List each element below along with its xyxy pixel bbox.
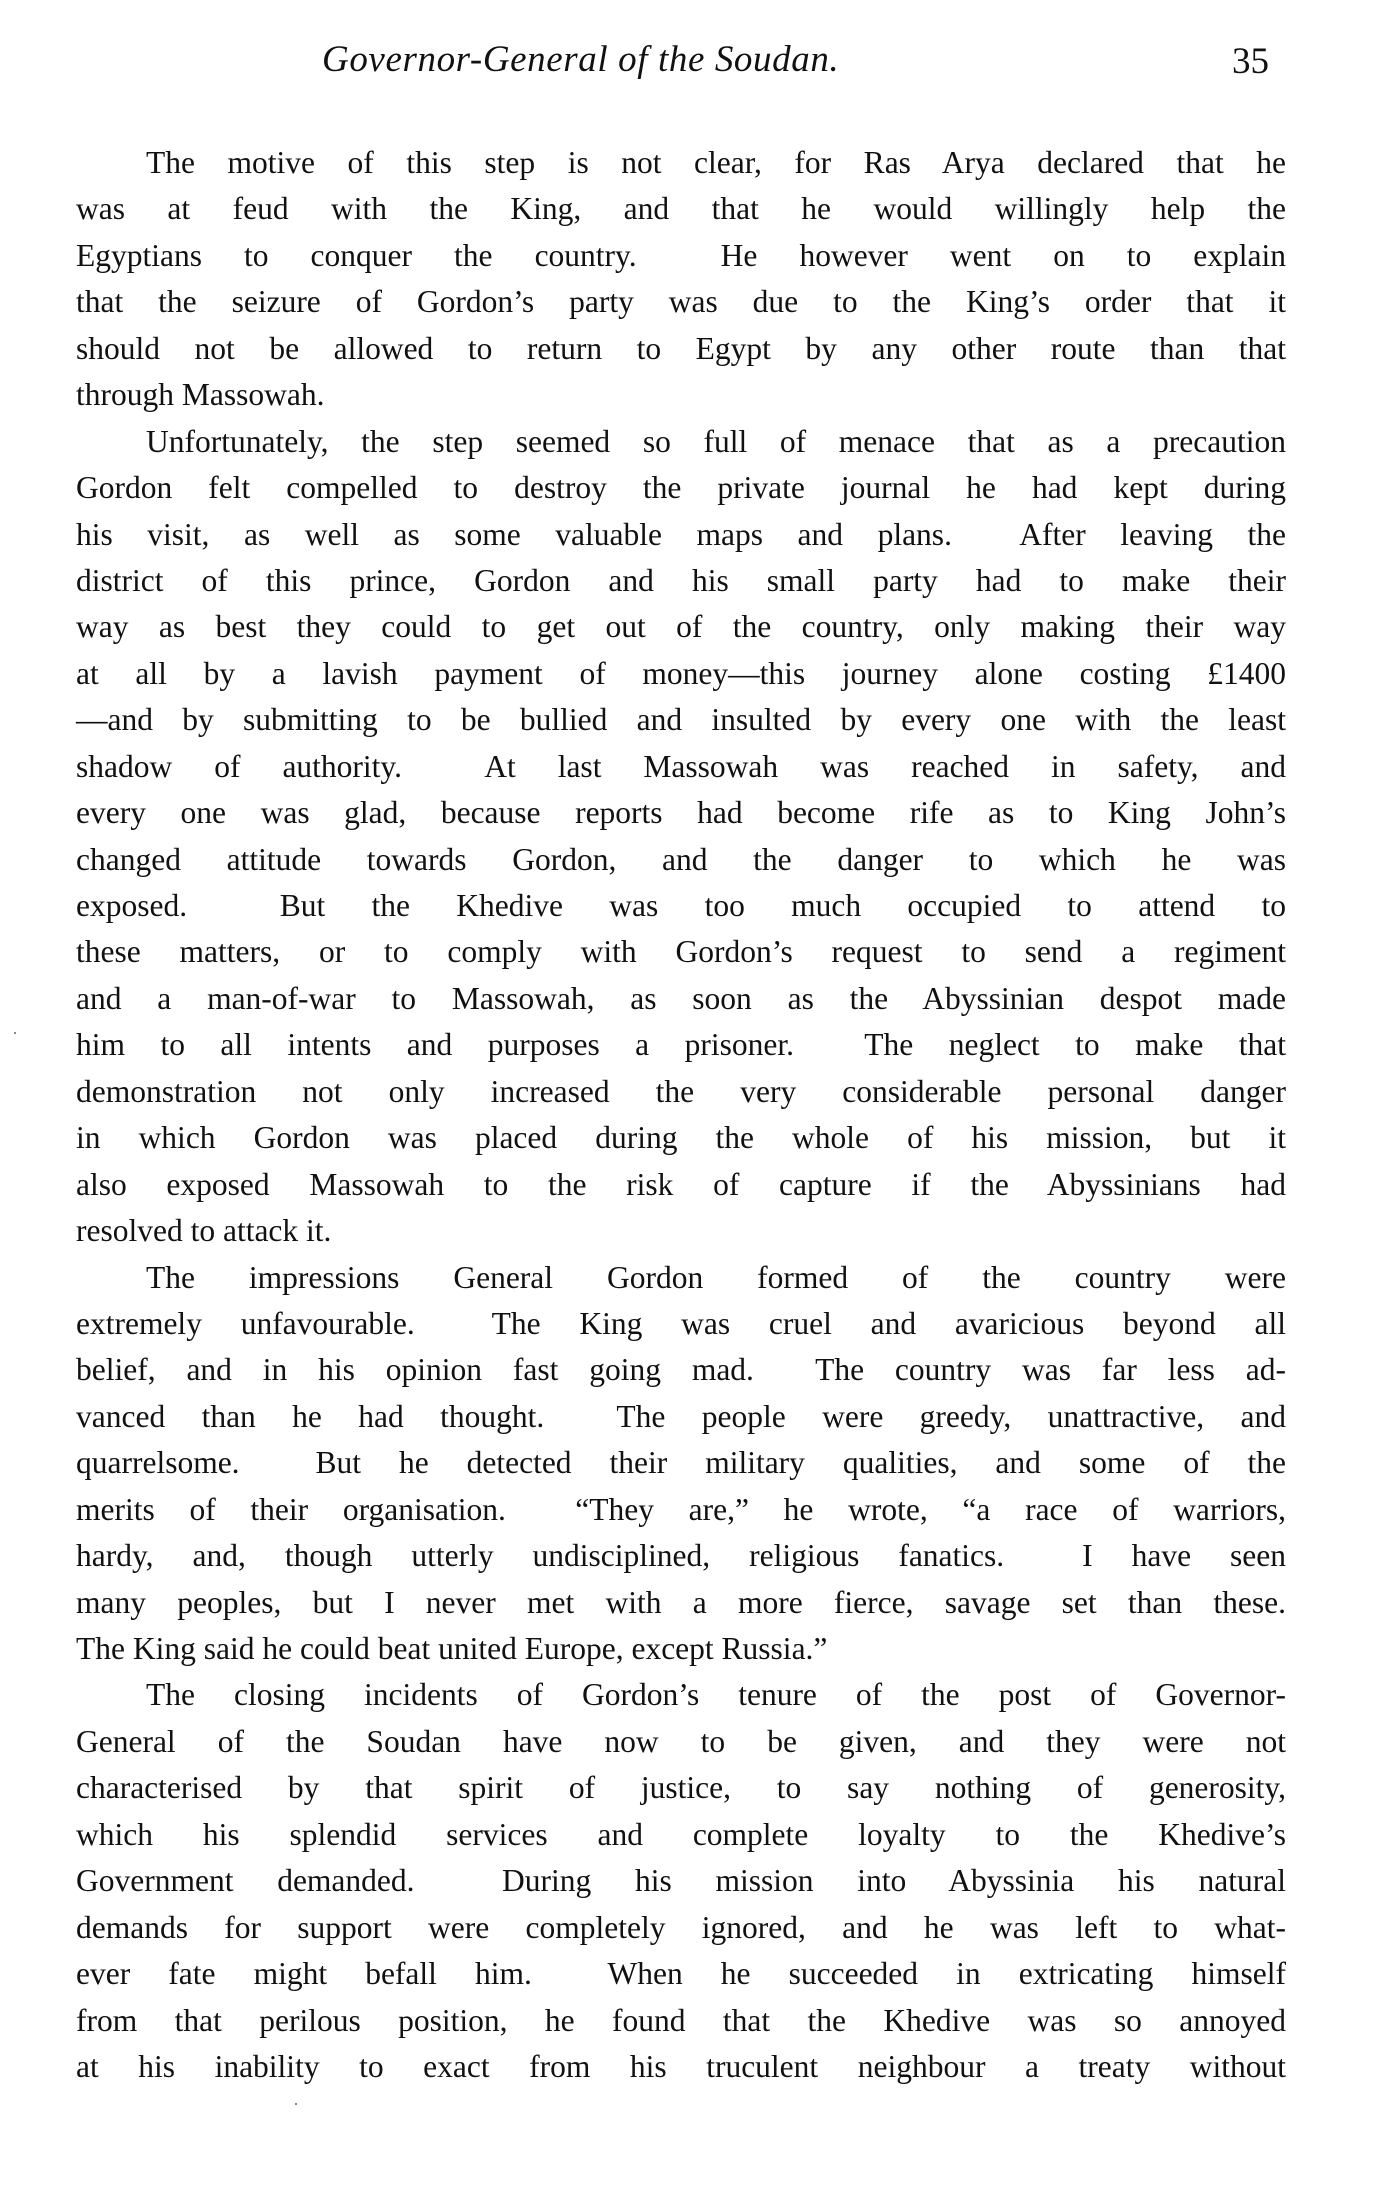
text-line: belief, and in his opinion fast going mad. The country was far less ad- [76, 1352, 1286, 1388]
text-line: General of the Soudan have now to be given, and they were not [76, 1723, 1286, 1759]
text-line: which his splendid services and complete loyalty to the Khedive’s [76, 1816, 1286, 1852]
scan-speck [14, 1032, 16, 1034]
page-number: 35 [1232, 41, 1269, 82]
paragraph-2 [76, 419, 1286, 1255]
text-line: exposed. But the Khedive was too much occupied to attend to [76, 888, 1286, 923]
text-line: The closing incidents of Gordon’s tenure of the post of Governor- [146, 1677, 1286, 1713]
text-line: changed attitude towards Gordon, and the danger to which he was [76, 841, 1286, 877]
text-line: hardy, and, though utterly undisciplined, religious fanatics. I have seen [76, 1538, 1286, 1574]
text-line: shadow of authority. At last Massowah was reached in safety, and [76, 748, 1286, 784]
text-line: was at feud with the King, and that he would willingly help the [76, 191, 1286, 227]
paragraph-1 [76, 140, 1286, 419]
text-line: that the seizure of Gordon’s party was due to the King’s order that it [76, 284, 1286, 320]
text-line: extremely unfavourable. The King was cruel and avaricious beyond all [76, 1305, 1286, 1341]
paragraph-4 [76, 1672, 1286, 2090]
text-line: The motive of this step is not clear, for Ras Arya declared that he [146, 145, 1286, 180]
text-line: in which Gordon was placed during the whole of his mission, but it [76, 1120, 1286, 1156]
text-line: demonstration not only increased the very considerable personal danger [76, 1073, 1286, 1109]
text-line: Government demanded. During his mission into Abyssinia his natural [76, 1863, 1286, 1899]
text-line: and a man-of-war to Massowah, as soon as the Abyssinian despot made [76, 980, 1286, 1016]
text-line: from that perilous position, he found that the Khedive was so annoyed [76, 2002, 1286, 2038]
text-line: Gordon felt compelled to destroy the private journal he had kept during [76, 470, 1286, 506]
text-line: every one was glad, because reports had become rife as to King John’s [76, 795, 1286, 831]
text-line: at all by a lavish payment of money—this journey alone costing £1400 [76, 655, 1286, 691]
text-line: district of this prince, Gordon and his small party had to make their [76, 562, 1286, 598]
text-line: through Massowah. [76, 377, 325, 413]
text-line: The impressions General Gordon formed of the country were [146, 1259, 1286, 1295]
text-line: quarrelsome. But he detected their military qualities, and some of the [76, 1445, 1286, 1481]
text-line: ever fate might befall him. When he succeeded in extricating himself [76, 1956, 1286, 1992]
text-line: his visit, as well as some valuable maps and plans. After leaving the [76, 516, 1286, 552]
text-line: him to all intents and purposes a prisoner. The neglect to make that [76, 1027, 1286, 1063]
running-head [0, 38, 1395, 98]
text-line: The King said he could beat united Europe, except Russia.” [76, 1631, 828, 1666]
text-line: these matters, or to comply with Gordon’s request to send a regiment [76, 934, 1286, 970]
text-line: Unfortunately, the step seemed so full of menace that as a precaution [146, 423, 1286, 459]
text-line: many peoples, but I never met with a more fierce, savage set than these. [76, 1584, 1286, 1620]
running-title: Governor-General of the Soudan. [322, 39, 840, 80]
text-line: demands for support were completely ignored, and he was left to what- [76, 1909, 1286, 1945]
paragraph-3 [76, 1255, 1286, 1673]
text-line: characterised by that spirit of justice, to say nothing of generosity, [76, 1770, 1286, 1806]
text-line: —and by submitting to be bullied and insulted by every one with the least [76, 702, 1286, 738]
text-line: also exposed Massowah to the risk of capture if the Abyssinians had [76, 1166, 1286, 1202]
body-text [76, 140, 1286, 2090]
scan-speck [295, 2103, 297, 2105]
text-line: merits of their organisation. “They are,” he wrote, “a race of warriors, [76, 1491, 1286, 1527]
text-line: resolved to attack it. [76, 1213, 332, 1249]
text-line: should not be allowed to return to Egypt by any other route than that [76, 330, 1286, 366]
text-line: vanced than he had thought. The people were greedy, unattractive, and [76, 1398, 1286, 1434]
text-line: at his inability to exact from his truculent neighbour a treaty without [76, 2048, 1286, 2084]
text-line: Egyptians to conquer the country. He however went on to explain [76, 237, 1286, 273]
text-line: way as best they could to get out of the country, only making their way [76, 609, 1286, 645]
